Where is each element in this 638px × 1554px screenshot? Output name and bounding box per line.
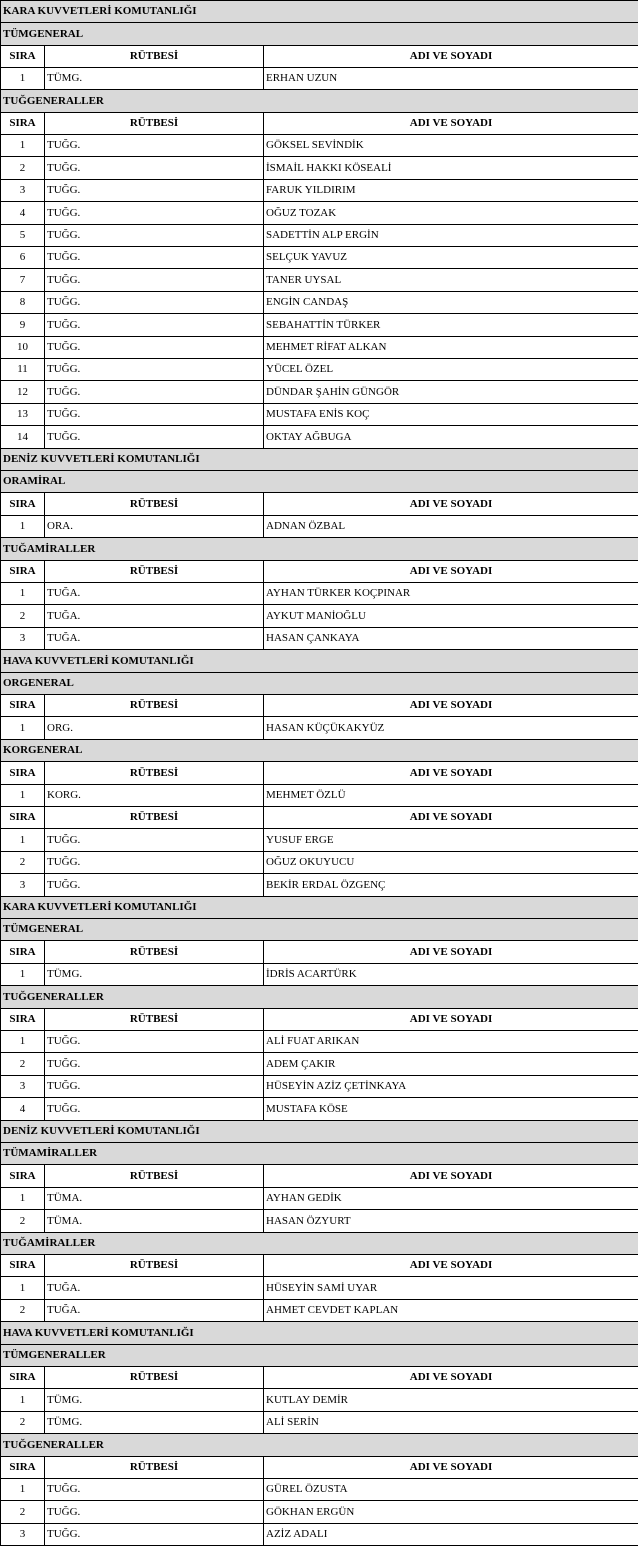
name-cell: HASAN KÜÇÜKAKYÜZ <box>264 717 638 740</box>
sira-cell: 1 <box>1 964 45 986</box>
name-cell: HASAN ÖZYURT <box>264 1210 638 1233</box>
table-row <box>1 717 638 740</box>
sira-header: SIRA <box>1 695 45 717</box>
name-cell: GÜREL ÖZUSTA <box>264 1479 638 1501</box>
sira-cell: 11 <box>1 359 45 381</box>
rutbe-header: RÜTBESİ <box>45 561 264 583</box>
table-row <box>1 426 638 449</box>
name-header: ADI VE SOYADI <box>264 762 638 785</box>
sira-cell: 1 <box>1 135 45 157</box>
sira-header: SIRA <box>1 1367 45 1389</box>
rutbe-cell: KORG. <box>45 785 264 807</box>
table-row <box>1 157 638 180</box>
table-row <box>1 135 638 157</box>
column-header-row <box>1 113 638 135</box>
table-row <box>1 381 638 404</box>
section-title: HAVA KUVVETLERİ KOMUTANLIĞI <box>1 1322 638 1345</box>
name-cell: SEBAHATTİN TÜRKER <box>264 314 638 337</box>
sira-cell: 4 <box>1 1098 45 1121</box>
rutbe-cell: TUĞG. <box>45 1098 264 1121</box>
table-row <box>1 1098 638 1121</box>
name-cell: SADETTİN ALP ERGİN <box>264 225 638 247</box>
name-cell: KUTLAY DEMİR <box>264 1389 638 1412</box>
rutbe-cell: TUĞG. <box>45 337 264 359</box>
sira-cell: 2 <box>1 1412 45 1434</box>
column-header-row <box>1 1457 638 1479</box>
rutbe-cell: TUĞA. <box>45 605 264 628</box>
section-title: TÜMAMİRALLER <box>1 1143 638 1165</box>
name-header: ADI VE SOYADI <box>264 695 638 717</box>
rutbe-header: RÜTBESİ <box>45 1367 264 1389</box>
sira-cell: 1 <box>1 68 45 90</box>
table-row <box>1 785 638 807</box>
name-cell: AYHAN GEDİK <box>264 1188 638 1210</box>
sira-cell: 1 <box>1 717 45 740</box>
rutbe-cell: TUĞG. <box>45 359 264 381</box>
sira-cell: 1 <box>1 583 45 605</box>
column-header-row <box>1 493 638 516</box>
section-title: TUĞGENERALLER <box>1 986 638 1009</box>
name-cell: AHMET CEVDET KAPLAN <box>264 1300 638 1322</box>
name-header: ADI VE SOYADI <box>264 1457 638 1479</box>
rutbe-cell: TUĞG. <box>45 1501 264 1524</box>
sira-cell: 1 <box>1 785 45 807</box>
rutbe-cell: TÜMA. <box>45 1210 264 1233</box>
sira-cell: 12 <box>1 381 45 404</box>
table-row <box>1 1210 638 1233</box>
table-row <box>1 516 638 538</box>
rutbe-cell: TUĞG. <box>45 314 264 337</box>
rutbe-header: RÜTBESİ <box>45 941 264 964</box>
rutbe-cell: TUĞG. <box>45 381 264 404</box>
section-title: TUĞAMİRALLER <box>1 538 638 561</box>
rutbe-header: RÜTBESİ <box>45 762 264 785</box>
sira-header: SIRA <box>1 807 45 829</box>
section-row <box>1 1434 638 1457</box>
rutbe-cell: TUĞA. <box>45 628 264 650</box>
name-cell: ENGİN CANDAŞ <box>264 292 638 314</box>
table-row <box>1 964 638 986</box>
table-row <box>1 829 638 852</box>
sira-header: SIRA <box>1 46 45 68</box>
name-cell: SELÇUK YAVUZ <box>264 247 638 269</box>
column-header-row <box>1 1367 638 1389</box>
rutbe-cell: TUĞG. <box>45 292 264 314</box>
rutbe-cell: TUĞG. <box>45 247 264 269</box>
sira-cell: 8 <box>1 292 45 314</box>
column-header-row <box>1 807 638 829</box>
sira-header: SIRA <box>1 1255 45 1277</box>
table-row <box>1 852 638 874</box>
rutbe-cell: TÜMG. <box>45 68 264 90</box>
table-row <box>1 1053 638 1076</box>
section-row <box>1 1143 638 1165</box>
section-title: KARA KUVVETLERİ KOMUTANLIĞI <box>1 897 638 919</box>
table-row <box>1 247 638 269</box>
table-row <box>1 269 638 292</box>
name-cell: GÖKSEL SEVİNDİK <box>264 135 638 157</box>
name-cell: OĞUZ TOZAK <box>264 202 638 225</box>
name-header: ADI VE SOYADI <box>264 561 638 583</box>
sira-cell: 3 <box>1 180 45 202</box>
sira-header: SIRA <box>1 762 45 785</box>
name-header: ADI VE SOYADI <box>264 941 638 964</box>
sira-cell: 1 <box>1 1188 45 1210</box>
section-title: KARA KUVVETLERİ KOMUTANLIĞI <box>1 1 638 23</box>
rutbe-cell: TUĞG. <box>45 874 264 897</box>
sira-cell: 3 <box>1 628 45 650</box>
table-row <box>1 1412 638 1434</box>
section-row <box>1 650 638 673</box>
sira-header: SIRA <box>1 493 45 516</box>
table-body <box>1 1 638 1546</box>
table-row <box>1 225 638 247</box>
sira-cell: 4 <box>1 202 45 225</box>
sira-cell: 9 <box>1 314 45 337</box>
section-row <box>1 740 638 762</box>
rutbe-cell: TUĞG. <box>45 1053 264 1076</box>
section-row <box>1 538 638 561</box>
table-row <box>1 605 638 628</box>
section-row <box>1 897 638 919</box>
rutbe-cell: TUĞA. <box>45 1277 264 1300</box>
column-header-row <box>1 561 638 583</box>
rutbe-cell: TUĞG. <box>45 404 264 426</box>
column-header-row <box>1 1165 638 1188</box>
section-title: TÜMGENERAL <box>1 23 638 46</box>
table-row <box>1 583 638 605</box>
sira-cell: 5 <box>1 225 45 247</box>
section-row <box>1 471 638 493</box>
sira-cell: 1 <box>1 1277 45 1300</box>
name-cell: MUSTAFA ENİS KOÇ <box>264 404 638 426</box>
rutbe-cell: TUĞG. <box>45 1524 264 1546</box>
table-row <box>1 1277 638 1300</box>
table-row <box>1 1300 638 1322</box>
sira-cell: 2 <box>1 1300 45 1322</box>
sira-cell: 2 <box>1 1053 45 1076</box>
name-cell: YÜCEL ÖZEL <box>264 359 638 381</box>
section-row <box>1 1 638 23</box>
table-row <box>1 628 638 650</box>
sira-header: SIRA <box>1 941 45 964</box>
rutbe-cell: TÜMA. <box>45 1188 264 1210</box>
table-row <box>1 180 638 202</box>
name-cell: ERHAN UZUN <box>264 68 638 90</box>
name-cell: YUSUF ERGE <box>264 829 638 852</box>
rutbe-cell: TÜMG. <box>45 1389 264 1412</box>
rutbe-cell: TUĞA. <box>45 1300 264 1322</box>
name-cell: AYHAN TÜRKER KOÇPINAR <box>264 583 638 605</box>
table-row <box>1 1031 638 1053</box>
name-cell: HÜSEYİN AZİZ ÇETİNKAYA <box>264 1076 638 1098</box>
name-cell: AZİZ ADALI <box>264 1524 638 1546</box>
sira-cell: 2 <box>1 852 45 874</box>
section-title: HAVA KUVVETLERİ KOMUTANLIĞI <box>1 650 638 673</box>
rutbe-cell: TÜMG. <box>45 964 264 986</box>
name-cell: İDRİS ACARTÜRK <box>264 964 638 986</box>
rutbe-cell: TUĞG. <box>45 269 264 292</box>
name-header: ADI VE SOYADI <box>264 807 638 829</box>
rutbe-cell: TUĞG. <box>45 135 264 157</box>
section-title: TUĞAMİRALLER <box>1 1233 638 1255</box>
rutbe-cell: TÜMG. <box>45 1412 264 1434</box>
column-header-row <box>1 695 638 717</box>
sira-cell: 14 <box>1 426 45 449</box>
sira-header: SIRA <box>1 561 45 583</box>
rutbe-cell: TUĞG. <box>45 1031 264 1053</box>
section-row <box>1 23 638 46</box>
sira-cell: 1 <box>1 516 45 538</box>
sira-cell: 10 <box>1 337 45 359</box>
section-row <box>1 1121 638 1143</box>
name-cell: AYKUT MANİOĞLU <box>264 605 638 628</box>
rutbe-cell: TUĞG. <box>45 180 264 202</box>
name-cell: OĞUZ OKUYUCU <box>264 852 638 874</box>
section-row <box>1 919 638 941</box>
name-header: ADI VE SOYADI <box>264 493 638 516</box>
name-header: ADI VE SOYADI <box>264 1009 638 1031</box>
rutbe-cell: TUĞG. <box>45 852 264 874</box>
section-row <box>1 449 638 471</box>
sira-cell: 2 <box>1 1501 45 1524</box>
sira-cell: 1 <box>1 1389 45 1412</box>
table-row <box>1 68 638 90</box>
rutbe-header: RÜTBESİ <box>45 807 264 829</box>
table-row <box>1 1389 638 1412</box>
section-title: DENİZ KUVVETLERİ KOMUTANLIĞI <box>1 1121 638 1143</box>
name-cell: ALİ SERİN <box>264 1412 638 1434</box>
rutbe-header: RÜTBESİ <box>45 1255 264 1277</box>
table-row <box>1 359 638 381</box>
table-row <box>1 202 638 225</box>
rutbe-cell: ORA. <box>45 516 264 538</box>
rutbe-cell: TUĞG. <box>45 426 264 449</box>
column-header-row <box>1 1009 638 1031</box>
name-cell: DÜNDAR ŞAHİN GÜNGÖR <box>264 381 638 404</box>
section-row <box>1 1233 638 1255</box>
rutbe-cell: TUĞG. <box>45 202 264 225</box>
table-row <box>1 404 638 426</box>
section-title: TÜMGENERAL <box>1 919 638 941</box>
section-row <box>1 1322 638 1345</box>
name-cell: ADNAN ÖZBAL <box>264 516 638 538</box>
name-cell: İSMAİL HAKKI KÖSEALİ <box>264 157 638 180</box>
rutbe-header: RÜTBESİ <box>45 113 264 135</box>
name-cell: TANER UYSAL <box>264 269 638 292</box>
section-title: TÜMGENERALLER <box>1 1345 638 1367</box>
section-title: DENİZ KUVVETLERİ KOMUTANLIĞI <box>1 449 638 471</box>
section-row <box>1 673 638 695</box>
column-header-row <box>1 941 638 964</box>
name-header: ADI VE SOYADI <box>264 1367 638 1389</box>
sira-cell: 3 <box>1 874 45 897</box>
rutbe-cell: TUĞG. <box>45 829 264 852</box>
sira-cell: 1 <box>1 829 45 852</box>
rutbe-header: RÜTBESİ <box>45 1165 264 1188</box>
name-cell: ADEM ÇAKIR <box>264 1053 638 1076</box>
sira-cell: 2 <box>1 605 45 628</box>
section-row <box>1 1345 638 1367</box>
section-row <box>1 90 638 113</box>
rutbe-header: RÜTBESİ <box>45 493 264 516</box>
table-row <box>1 292 638 314</box>
table-row <box>1 314 638 337</box>
table-row <box>1 337 638 359</box>
sira-header: SIRA <box>1 1165 45 1188</box>
section-row <box>1 986 638 1009</box>
name-cell: OKTAY AĞBUGA <box>264 426 638 449</box>
rutbe-header: RÜTBESİ <box>45 1457 264 1479</box>
name-header: ADI VE SOYADI <box>264 1165 638 1188</box>
sira-cell: 3 <box>1 1076 45 1098</box>
sira-cell: 1 <box>1 1479 45 1501</box>
rutbe-header: RÜTBESİ <box>45 695 264 717</box>
table-row <box>1 1188 638 1210</box>
name-header: ADI VE SOYADI <box>264 113 638 135</box>
name-cell: BEKİR ERDAL ÖZGENÇ <box>264 874 638 897</box>
sira-cell: 6 <box>1 247 45 269</box>
name-cell: GÖKHAN ERGÜN <box>264 1501 638 1524</box>
column-header-row <box>1 1255 638 1277</box>
name-cell: MEHMET RİFAT ALKAN <box>264 337 638 359</box>
rutbe-header: RÜTBESİ <box>45 1009 264 1031</box>
rutbe-cell: TUĞG. <box>45 157 264 180</box>
column-header-row <box>1 46 638 68</box>
sira-header: SIRA <box>1 1009 45 1031</box>
sira-cell: 13 <box>1 404 45 426</box>
rutbe-cell: TUĞG. <box>45 1076 264 1098</box>
table-row <box>1 1479 638 1501</box>
section-title: KORGENERAL <box>1 740 638 762</box>
sira-cell: 7 <box>1 269 45 292</box>
name-header: ADI VE SOYADI <box>264 46 638 68</box>
name-header: ADI VE SOYADI <box>264 1255 638 1277</box>
sira-cell: 3 <box>1 1524 45 1546</box>
sira-header: SIRA <box>1 1457 45 1479</box>
sira-cell: 1 <box>1 1031 45 1053</box>
table-row <box>1 874 638 897</box>
table-row <box>1 1524 638 1546</box>
table-row <box>1 1076 638 1098</box>
section-title: TUĞGENERALLER <box>1 90 638 113</box>
column-header-row <box>1 762 638 785</box>
name-cell: MUSTAFA KÖSE <box>264 1098 638 1121</box>
rutbe-header: RÜTBESİ <box>45 46 264 68</box>
name-cell: HASAN ÇANKAYA <box>264 628 638 650</box>
name-cell: ALİ FUAT ARIKAN <box>264 1031 638 1053</box>
section-title: TUĞGENERALLER <box>1 1434 638 1457</box>
table-row <box>1 1501 638 1524</box>
section-title: ORAMİRAL <box>1 471 638 493</box>
name-cell: MEHMET ÖZLÜ <box>264 785 638 807</box>
rutbe-cell: TUĞG. <box>45 1479 264 1501</box>
name-cell: HÜSEYİN SAMİ UYAR <box>264 1277 638 1300</box>
name-cell: FARUK YILDIRIM <box>264 180 638 202</box>
sira-header: SIRA <box>1 113 45 135</box>
rutbe-cell: TUĞA. <box>45 583 264 605</box>
rutbe-cell: TUĞG. <box>45 225 264 247</box>
sira-cell: 2 <box>1 157 45 180</box>
rutbe-cell: ORG. <box>45 717 264 740</box>
sira-cell: 2 <box>1 1210 45 1233</box>
section-title: ORGENERAL <box>1 673 638 695</box>
